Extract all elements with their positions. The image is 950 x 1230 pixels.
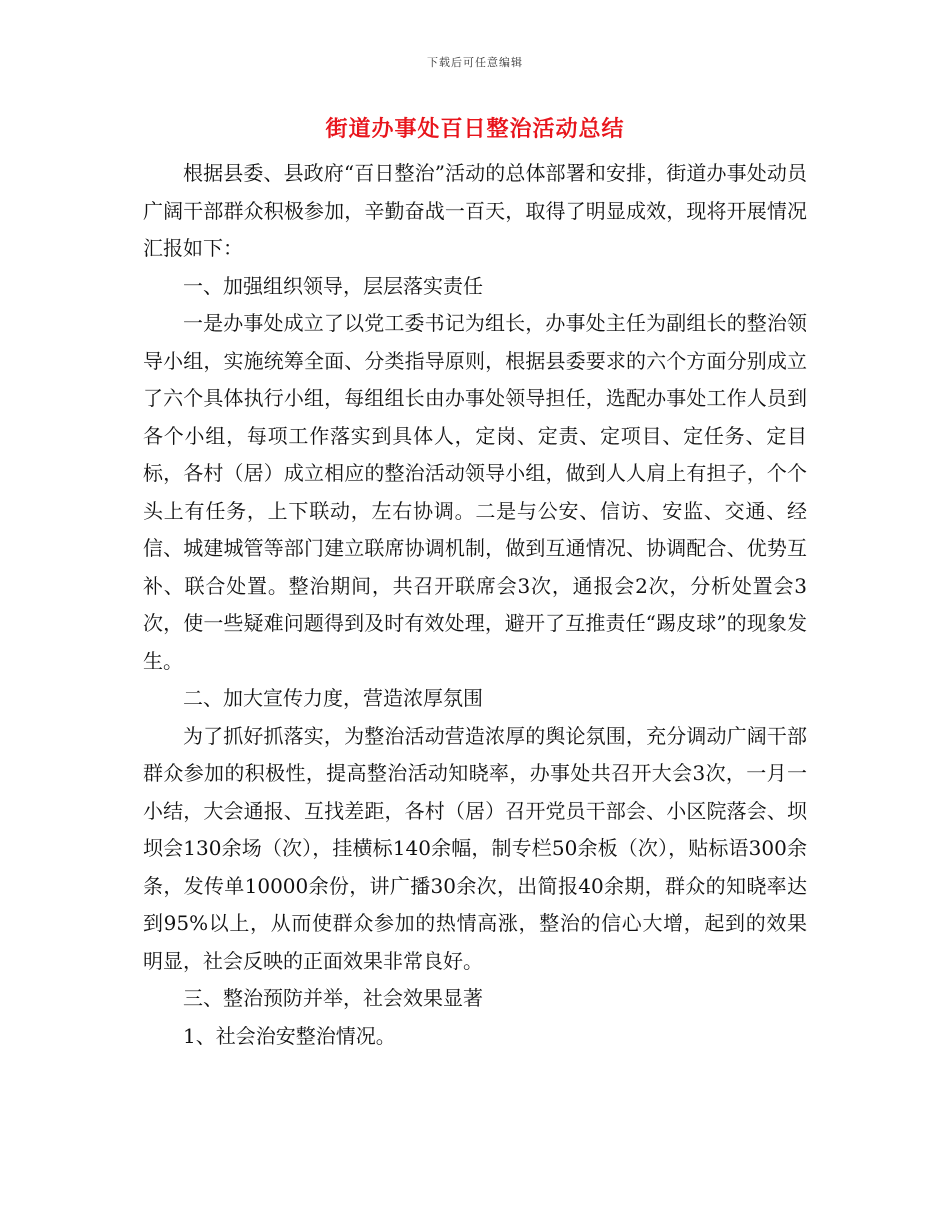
paragraph-section-1: 一是办事处成立了以党工委书记为组长，办事处主任为副组长的整治领导小组，实施统筹全面、分类指导原则，根据县委要求的六个方面分别成立了六个具体执行小组，每组组长由办事处领导担任，选配办事处工作人员到各个小组，每项工作落实到具体人，定岗、定责、定项目、定任务、定目标，各村（居）成立相应的整治活动领导小组，做到人人肩上有担子，个个头上有任务，上下联动，左右协调。二是与公安、信访、安监、交通、经信、城建城管等部门建立联席协调机制，做到互通情况、协调配合、优势互补、联合处置。整治期间，共召开联席会3次，通报会2次，分析处置会3次，使一些疑难问题得到及时有效处理，避开了互推责任“踢皮球”的现象发生。 [143, 311, 807, 673]
paragraph-intro: 根据县委、县政府“百日整治”活动的总体部署和安排，街道办事处动员广阔干部群众积极参加，辛勤奋战一百天，取得了明显成效，现将开展情况汇报如下： [143, 161, 807, 260]
header-note: 下载后可任意编辑 [427, 56, 523, 69]
section-heading-2: 二、加大宣传力度，营造浓厚氛围 [183, 686, 483, 710]
section-heading-3: 三、整治预防并举，社会效果显著 [183, 986, 483, 1010]
document-body [143, 155, 807, 1055]
subsection-heading-1: 1、社会治安整治情况。 [183, 1023, 396, 1048]
paragraph-section-2: 为了抓好抓落实，为整治活动营造浓厚的舆论氛围，充分调动广阔干部群众参加的积极性，提高整治活动知晓率，办事处共召开大会3次，一月一小结，大会通报、互找差距，各村（居）召开党员干部会、小区院落会、坝坝会130余场（次），挂横标140余幅，制专栏50余板（次），贴标语300余条，发传单10000余份，讲广播30余次，出简报40余期，群众的知晓率达到95%以上，从而使群众参加的热情高涨，整治的信心大增，起到的效果明显，社会反映的正面效果非常良好。 [143, 723, 807, 973]
section-heading-1: 一、加强组织领导，层层落实责任 [183, 273, 483, 298]
document-title: 街道办事处百日整治活动总结 [325, 117, 625, 142]
